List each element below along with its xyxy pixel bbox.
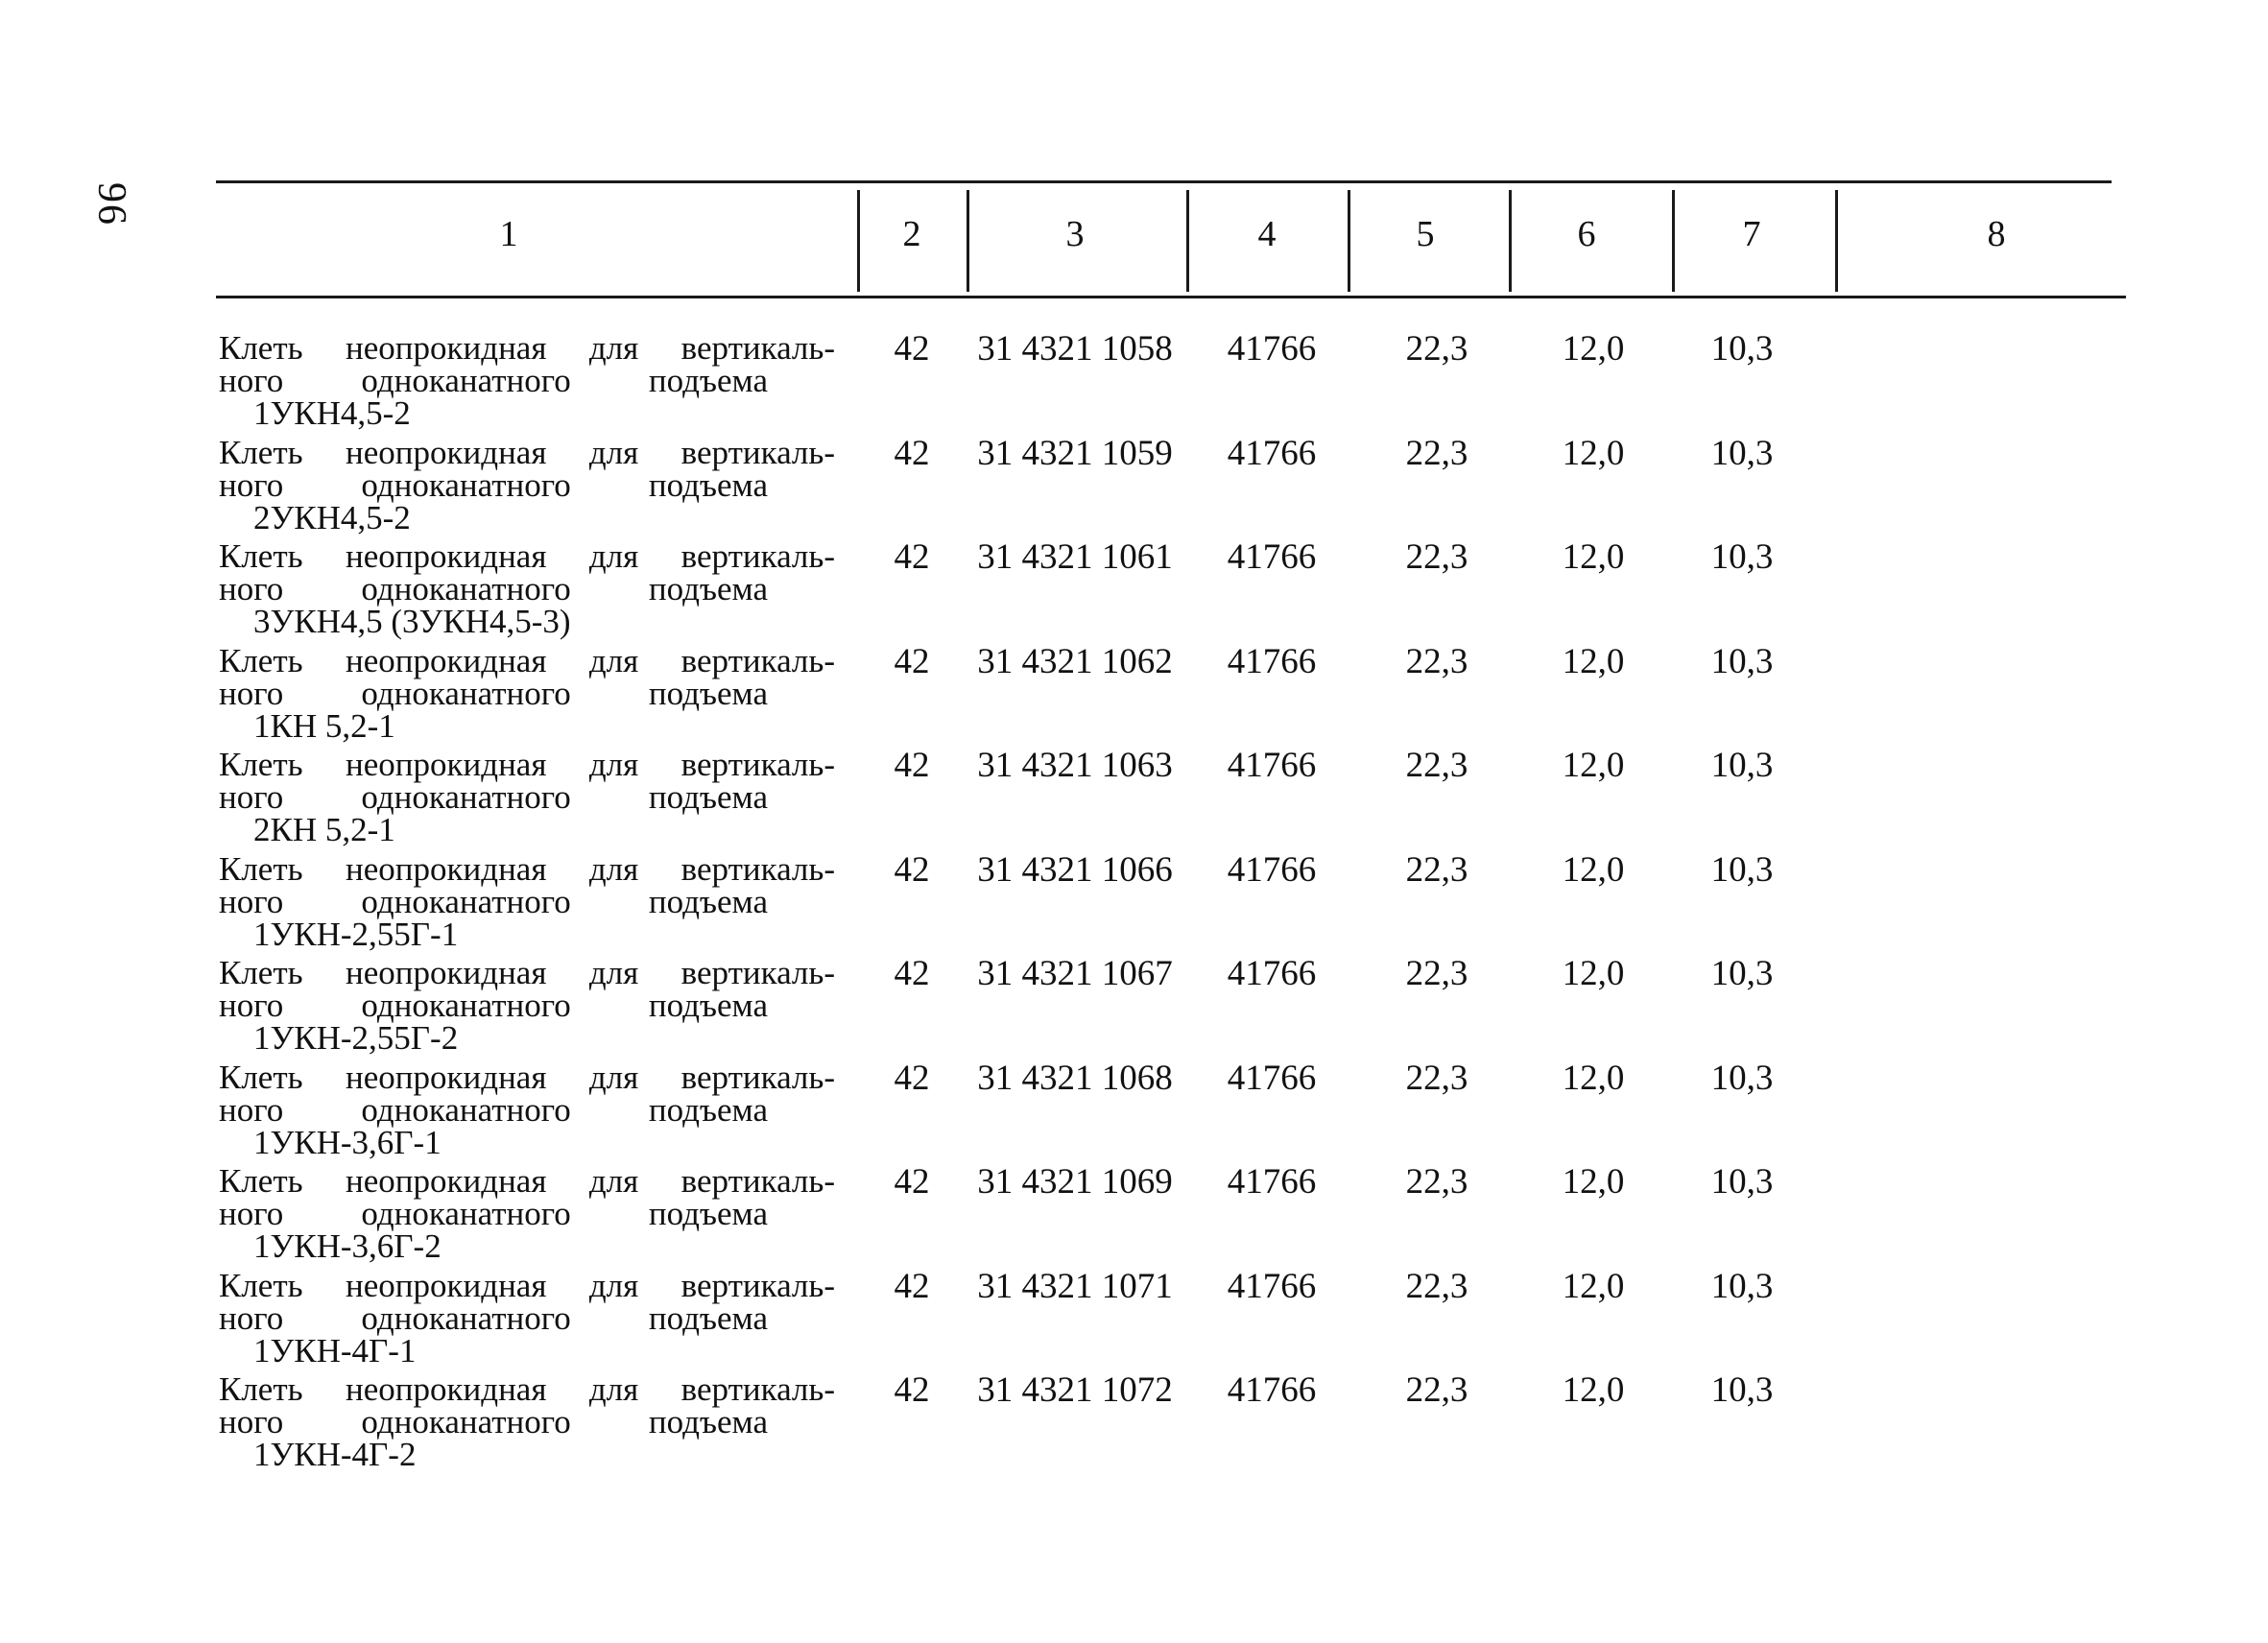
item-name-cell (219, 746, 841, 848)
column-7-value: 10,3 (1710, 537, 1774, 577)
code-value: 31 4321 1061 (977, 537, 1173, 577)
item-name-line-3: 1УКН-3,6Г-2 (253, 1227, 442, 1265)
column-2-value: 42 (894, 746, 930, 785)
item-name-line-1: Клеть неопрокидная для вертикаль- (219, 1162, 835, 1200)
item-name-line-3: 2КН 5,2-1 (253, 811, 395, 848)
item-name-cell (219, 1058, 841, 1161)
item-name-line-2: ного одноканатного подъема (219, 1090, 768, 1129)
column-2-value: 42 (894, 954, 930, 993)
column-4-value: 41766 (1227, 433, 1317, 473)
column-4-value: 41766 (1227, 746, 1317, 785)
item-name-cell (219, 849, 841, 953)
column-separator (1186, 190, 1189, 292)
table-row (0, 535, 2268, 639)
column-5-value: 22,3 (1405, 433, 1468, 473)
item-name-line-2: ного одноканатного подъема (219, 570, 768, 607)
column-7-value: 10,3 (1710, 329, 1774, 369)
column-4-value: 41766 (1227, 1058, 1317, 1098)
column-separator (857, 190, 860, 292)
code-value: 31 4321 1068 (977, 1058, 1173, 1098)
table-row (0, 1159, 2268, 1264)
column-2-value: 42 (894, 1162, 930, 1202)
column-4-value: 41766 (1227, 1162, 1317, 1202)
column-4-value: 41766 (1227, 537, 1317, 577)
column-6-value: 12,0 (1562, 537, 1625, 577)
table-row (0, 1056, 2268, 1160)
column-6-value: 12,0 (1562, 329, 1625, 369)
code-value: 31 4321 1071 (977, 1266, 1173, 1306)
item-name-line-2: ного одноканатного подъема (219, 987, 768, 1024)
column-6-value: 12,0 (1562, 1058, 1625, 1098)
column-6-value: 12,0 (1562, 954, 1625, 993)
column-2-value: 42 (894, 1370, 930, 1410)
column-5-value: 22,3 (1405, 641, 1468, 681)
item-name-line-1: Клеть неопрокидная для вертикаль- (219, 954, 835, 991)
column-header-1: 1 (499, 214, 518, 254)
column-2-value: 42 (894, 1266, 930, 1306)
code-value: 31 4321 1058 (977, 329, 1173, 369)
item-name-line-1: Клеть неопрокидная для вертикаль- (219, 329, 835, 367)
item-name-line-3: 1УКН4,5-2 (253, 394, 411, 432)
item-name-line-3: 1УКН-2,55Г-2 (253, 1019, 459, 1057)
column-6-value: 12,0 (1562, 849, 1625, 890)
column-4-value: 41766 (1227, 641, 1317, 681)
column-7-value: 10,3 (1710, 1162, 1774, 1202)
code-value: 31 4321 1059 (977, 433, 1173, 473)
column-5-value: 22,3 (1405, 1058, 1468, 1098)
column-header-4: 4 (1257, 214, 1277, 254)
column-header-8: 8 (1987, 214, 2006, 254)
column-2-value: 42 (894, 329, 930, 369)
item-name-line-2: ного одноканатного подъема (219, 1403, 768, 1441)
column-7-value: 10,3 (1710, 1058, 1774, 1098)
column-2-value: 42 (894, 641, 930, 681)
column-6-value: 12,0 (1562, 1162, 1625, 1202)
column-4-value: 41766 (1227, 954, 1317, 993)
item-name-line-2: ного одноканатного подъема (219, 778, 768, 816)
column-header-2: 2 (902, 214, 921, 254)
column-header-5: 5 (1416, 214, 1435, 254)
column-4-value: 41766 (1227, 329, 1317, 369)
item-name-line-1: Клеть неопрокидная для вертикаль- (219, 1370, 835, 1408)
item-name-line-1: Клеть неопрокидная для вертикаль- (219, 433, 835, 471)
table-row (0, 1368, 2268, 1472)
item-name-line-2: ного одноканатного подъема (219, 882, 768, 920)
column-separator (1672, 190, 1675, 292)
item-name-line-3: 2УКН4,5-2 (253, 498, 411, 536)
column-7-value: 10,3 (1710, 849, 1774, 890)
table-row (0, 326, 2268, 431)
item-name-line-2: ного одноканатного подъема (219, 1195, 768, 1232)
item-name-line-2: ного одноканатного подъема (219, 465, 768, 504)
item-name-line-3: 1УКН-4Г-2 (253, 1436, 417, 1473)
table-row (0, 639, 2268, 744)
code-value: 31 4321 1072 (977, 1370, 1173, 1410)
code-value: 31 4321 1063 (977, 746, 1173, 785)
column-5-value: 22,3 (1405, 954, 1468, 993)
column-separator (1509, 190, 1512, 292)
item-name-line-3: 1УКН-3,6Г-1 (253, 1123, 442, 1161)
column-5-value: 22,3 (1405, 746, 1468, 785)
column-6-value: 12,0 (1562, 1370, 1625, 1410)
column-7-value: 10,3 (1710, 746, 1774, 785)
code-value: 31 4321 1062 (977, 641, 1173, 681)
table-body (0, 326, 2268, 1472)
code-value: 31 4321 1069 (977, 1162, 1173, 1202)
column-header-6: 6 (1577, 214, 1596, 254)
item-name-line-1: Клеть неопрокидная для вертикаль- (219, 1266, 835, 1304)
column-separator (1835, 190, 1838, 292)
item-name-line-3: 1УКН-2,55Г-1 (253, 915, 459, 953)
table-row (0, 847, 2268, 952)
column-7-value: 10,3 (1710, 1370, 1774, 1410)
column-separator (967, 190, 969, 292)
item-name-line-1: Клеть неопрокидная для вертикаль- (219, 641, 835, 679)
item-name-cell (219, 433, 841, 536)
item-name-line-3: 1КН 5,2-1 (253, 706, 395, 745)
item-name-line-1: Клеть неопрокидная для вертикаль- (219, 537, 835, 575)
item-name-line-2: ного одноканатного подъема (219, 362, 768, 399)
item-name-cell (219, 1162, 841, 1265)
table-row (0, 743, 2268, 847)
column-4-value: 41766 (1227, 849, 1317, 890)
table-row (0, 951, 2268, 1056)
table-row (0, 1264, 2268, 1369)
column-5-value: 22,3 (1405, 1162, 1468, 1202)
column-header-7: 7 (1742, 214, 1761, 254)
column-header-3: 3 (1065, 214, 1085, 254)
column-5-value: 22,3 (1405, 329, 1468, 369)
item-name-cell (219, 954, 841, 1057)
code-value: 31 4321 1067 (977, 954, 1173, 993)
item-name-cell (219, 641, 841, 745)
column-6-value: 12,0 (1562, 433, 1625, 473)
header-top-rule (216, 180, 2112, 183)
column-5-value: 22,3 (1405, 1266, 1468, 1306)
column-2-value: 42 (894, 849, 930, 890)
column-7-value: 10,3 (1710, 954, 1774, 993)
column-6-value: 12,0 (1562, 746, 1625, 785)
item-name-line-3: 1УКН-4Г-1 (253, 1331, 417, 1369)
column-6-value: 12,0 (1562, 641, 1625, 681)
column-separator (1348, 190, 1350, 292)
item-name-cell (219, 1266, 841, 1369)
item-name-line-2: ного одноканатного подъема (219, 1298, 768, 1337)
item-name-line-2: ного одноканатного подъема (219, 674, 768, 712)
item-name-line-1: Клеть неопрокидная для вертикаль- (219, 849, 835, 888)
column-6-value: 12,0 (1562, 1266, 1625, 1306)
column-4-value: 41766 (1227, 1266, 1317, 1306)
column-7-value: 10,3 (1710, 433, 1774, 473)
column-7-value: 10,3 (1710, 1266, 1774, 1306)
column-4-value: 41766 (1227, 1370, 1317, 1410)
column-7-value: 10,3 (1710, 641, 1774, 681)
header-bottom-rule (216, 296, 2126, 298)
item-name-line-1: Клеть неопрокидная для вертикаль- (219, 1058, 835, 1096)
item-name-cell (219, 329, 841, 432)
item-name-cell (219, 537, 841, 640)
item-name-line-3: 3УКН4,5 (3УКН4,5-3) (253, 603, 571, 640)
column-5-value: 22,3 (1405, 537, 1468, 577)
column-2-value: 42 (894, 433, 930, 473)
table-row (0, 431, 2268, 536)
column-2-value: 42 (894, 1058, 930, 1098)
page-number: 96 (89, 182, 133, 226)
item-name-line-1: Клеть неопрокидная для вертикаль- (219, 746, 835, 783)
item-name-cell (219, 1370, 841, 1473)
column-5-value: 22,3 (1405, 849, 1468, 890)
column-5-value: 22,3 (1405, 1370, 1468, 1410)
code-value: 31 4321 1066 (977, 849, 1173, 890)
column-2-value: 42 (894, 537, 930, 577)
